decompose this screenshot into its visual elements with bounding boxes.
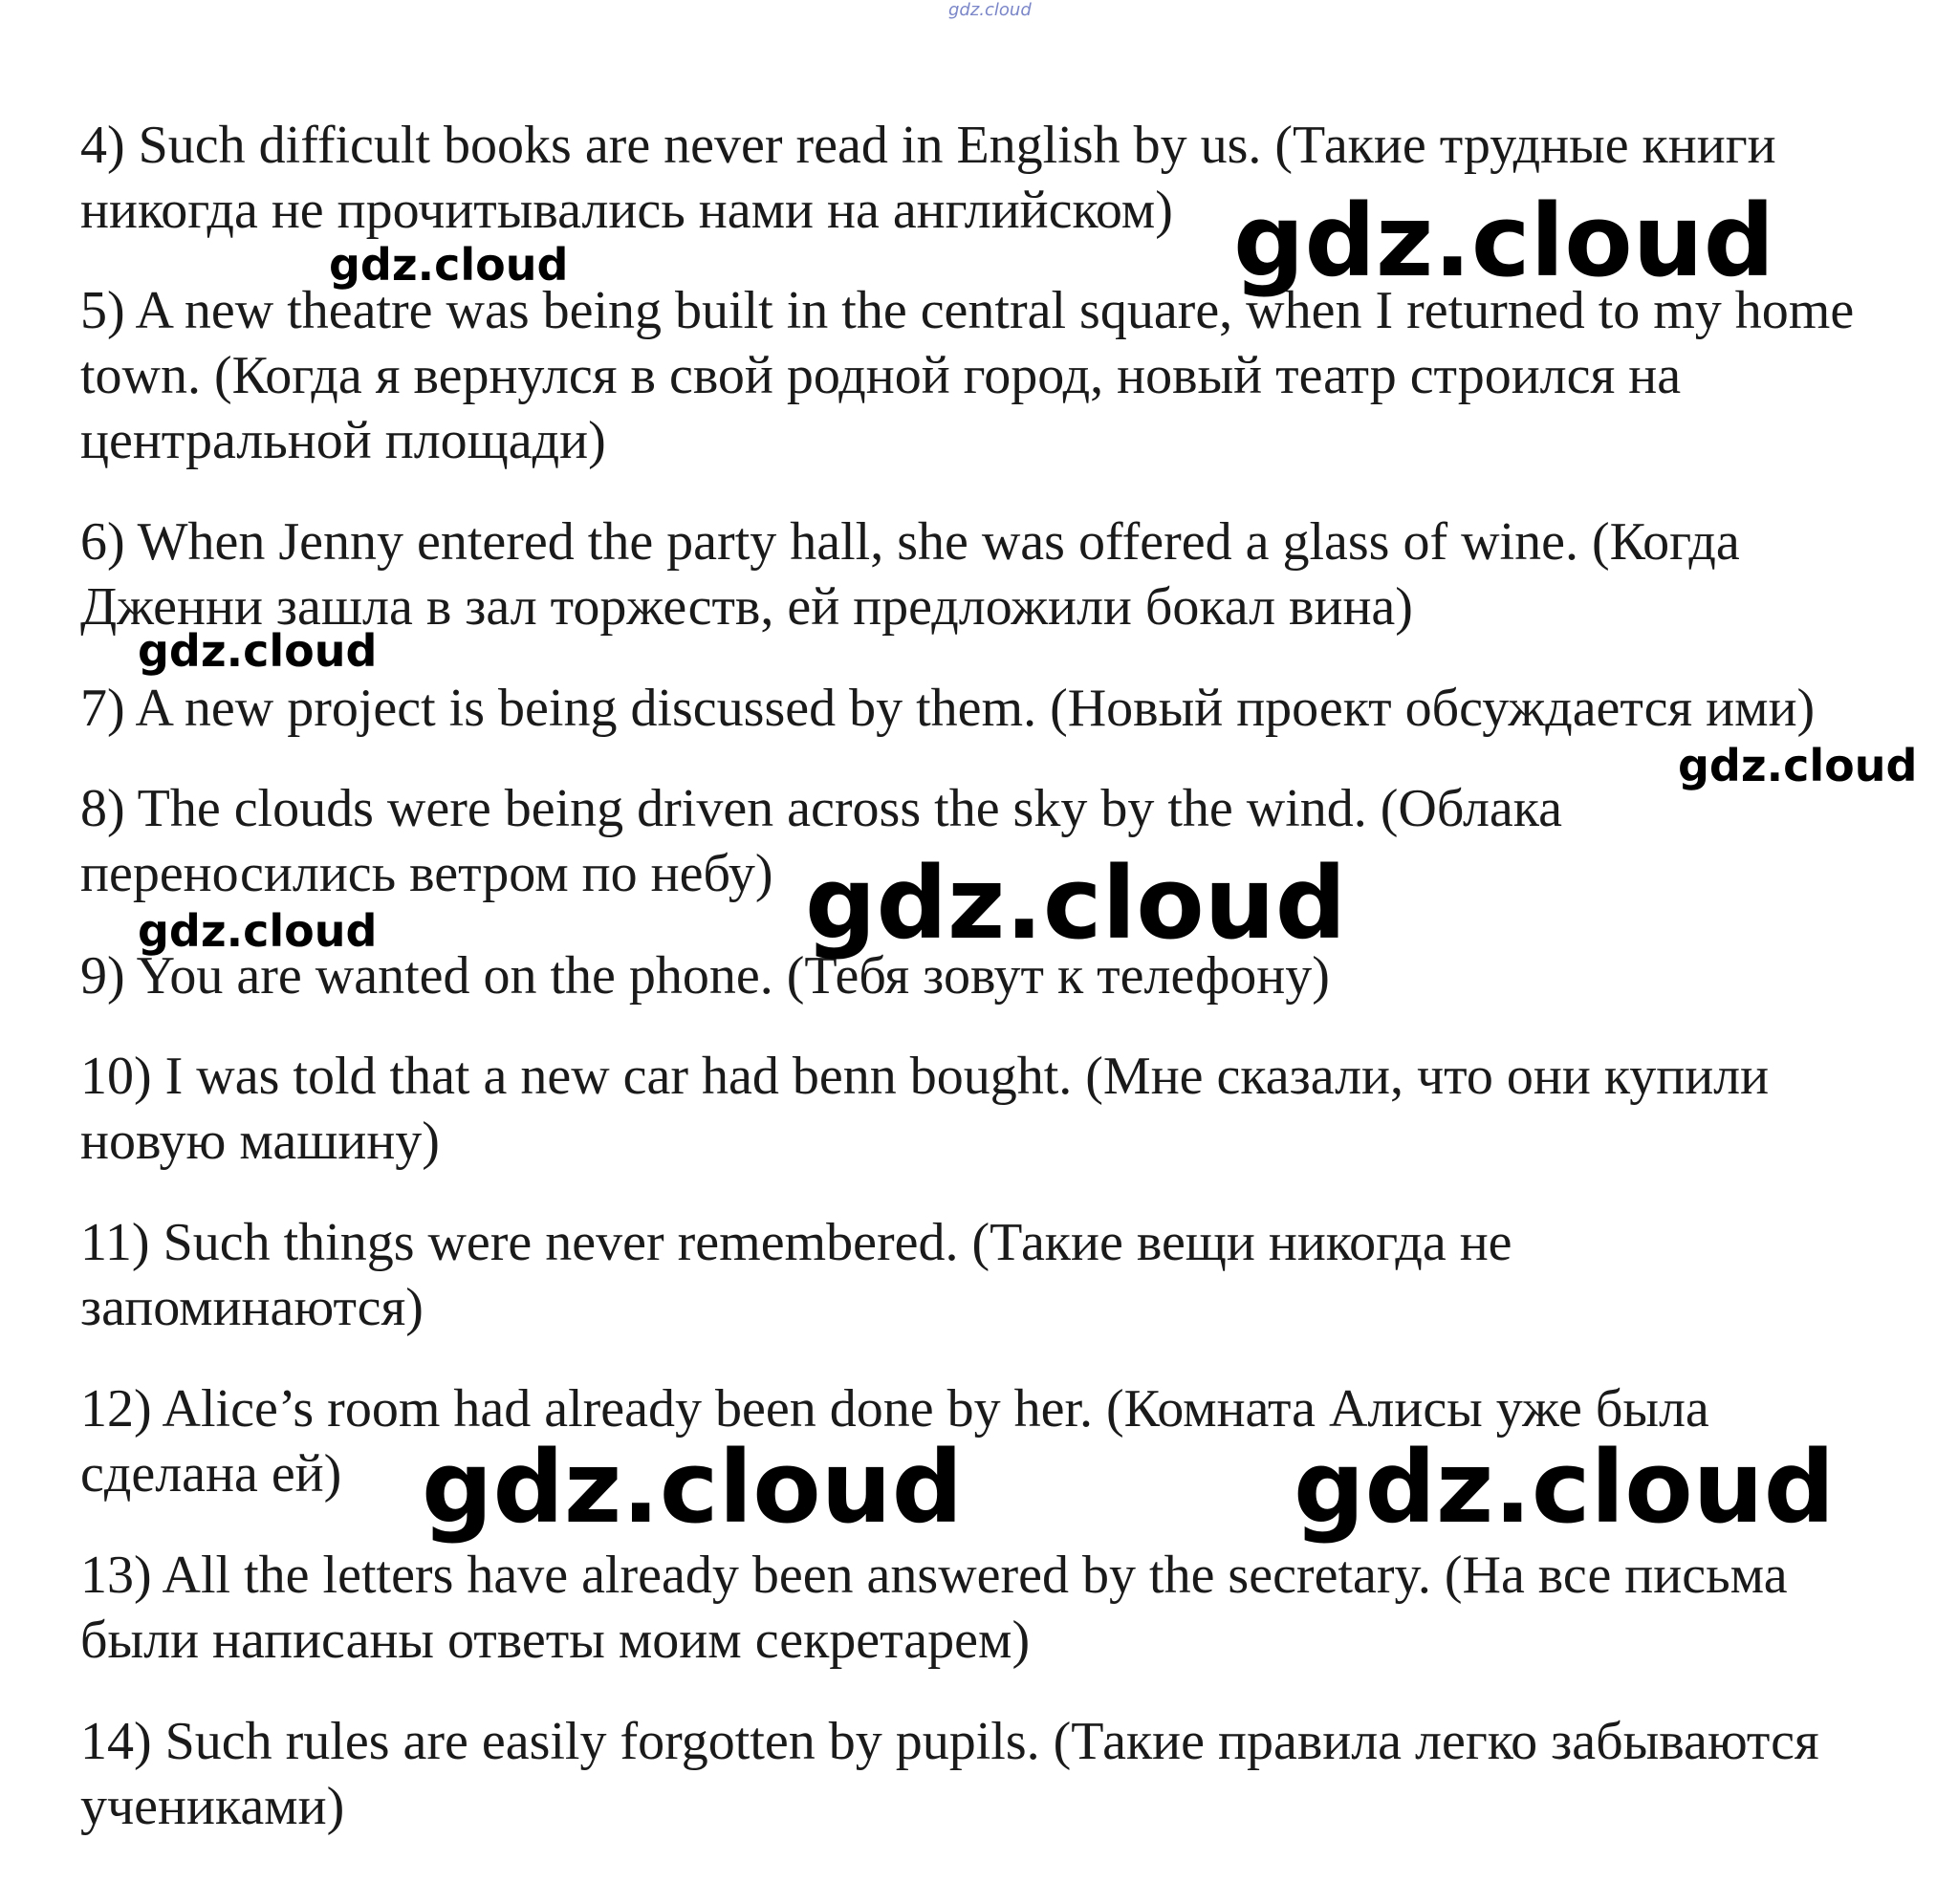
watermark: gdz.cloud xyxy=(805,845,1347,962)
watermark: gdz.cloud xyxy=(422,1429,964,1546)
answer-line: сделана ей) xyxy=(80,1444,342,1504)
answer-line: 6) When Jenny entered the party hall, she was offered a glass of wine. (Когда xyxy=(80,512,1740,572)
watermark: gdz.cloud xyxy=(138,905,378,957)
answer-item-7 xyxy=(80,676,1954,741)
answer-line: запоминаются) xyxy=(80,1278,424,1337)
answer-line: 10) I was told that a new car had benn bought. (Мне сказали, что они купили xyxy=(80,1047,1770,1106)
answer-line: учениками) xyxy=(80,1777,345,1836)
answer-item-6 xyxy=(80,509,1954,639)
watermark: gdz.cloud xyxy=(138,625,378,677)
watermark: gdz.cloud xyxy=(329,239,569,291)
watermark: gdz.cloud xyxy=(1678,740,1918,791)
answer-item-13 xyxy=(80,1543,1954,1673)
answer-line: 13) All the letters have already been answered by the secretary. (На все письма xyxy=(80,1546,1788,1605)
answer-line: центральной площади) xyxy=(80,411,606,470)
answer-line: 12) Alice’s room had already been done by her. (Комната Алисы уже была xyxy=(80,1379,1709,1439)
answer-line: 4) Such difficult books are never read in English by us. (Такие трудные книги xyxy=(80,116,1776,175)
answer-item-10 xyxy=(80,1044,1954,1174)
answer-line: новую машину) xyxy=(80,1112,440,1171)
answer-line: 8) The clouds were being driven across the sky by the wind. (Облака xyxy=(80,779,1562,838)
watermark-top: gdz.cloud xyxy=(948,0,1032,20)
watermark: gdz.cloud xyxy=(1294,1429,1836,1546)
answer-item-5 xyxy=(80,278,1954,473)
answer-line: были написаны ответы моим секретарем) xyxy=(80,1611,1031,1670)
answer-line: 14) Such rules are easily forgotten by pupils. (Такие правила легко забываются xyxy=(80,1712,1819,1771)
answer-line: переносились ветром по небу) xyxy=(80,844,773,903)
answer-line: 9) You are wanted on the phone. (Тебя зовут к телефону) xyxy=(80,946,1330,1006)
answer-item-14 xyxy=(80,1709,1954,1839)
watermark: gdz.cloud xyxy=(1233,183,1775,299)
answer-line: town. (Когда я вернулся в свой родной город, новый театр строился на xyxy=(80,346,1682,405)
answer-line: 11) Such things were never remembered. (Такие вещи никогда не xyxy=(80,1213,1512,1272)
answer-item-11 xyxy=(80,1210,1954,1340)
answer-line: никогда не прочитывались нами на английском) xyxy=(80,181,1173,240)
answer-line: Дженни зашла в зал торжеств, ей предложили бокал вина) xyxy=(80,577,1413,637)
answer-line: 7) A new project is being discussed by them. (Новый проект обсуждается ими) xyxy=(80,679,1816,738)
answer-line: 5) A new theatre was being built in the central square, when I returned to my home xyxy=(80,281,1855,340)
